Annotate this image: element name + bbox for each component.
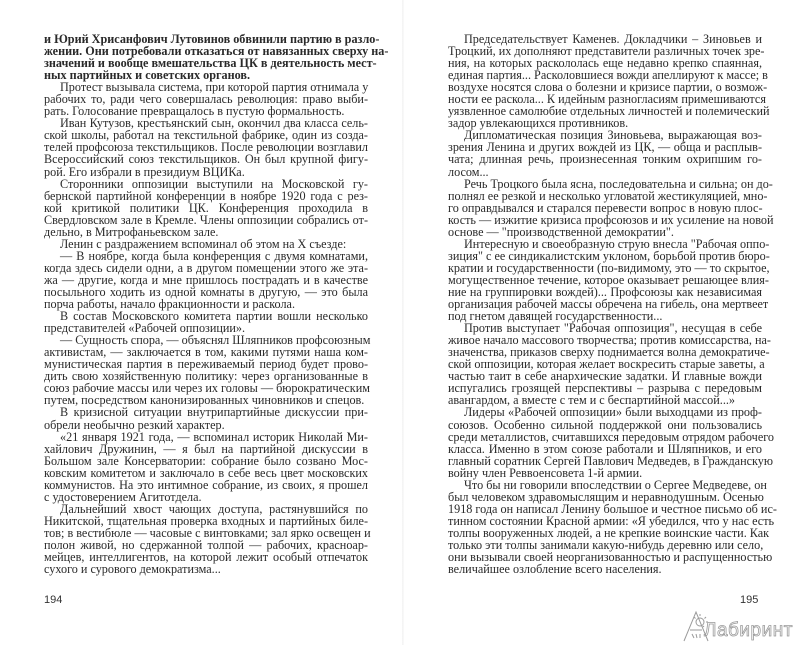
text-line: путем, посредством канонизированных чиновников и спецов. (44, 393, 365, 408)
text-line: хайлович Дружинин, — я был на партийной дискуссии в (44, 441, 368, 456)
text-line: союз рабочие массы или через их головы — бюрократическим (44, 381, 370, 396)
text-line: — В ноябре, когда была конференция с двумя комнатами, (60, 248, 368, 263)
text-line: Сторонники оппозиции выступили на Московской гу- (60, 176, 368, 191)
text-line: могущественное течение, которое оказывает решающее влия- (448, 272, 769, 287)
text-line: Что бы ни говорили впоследствии о Сергее Медведеве, он (464, 477, 767, 492)
text-line: кость — изжитие кризиса профсоюзов и их усиление на новой (448, 212, 774, 227)
text-line: Против выступает "Рабочая оппозиция", несущая в себе (464, 321, 762, 336)
text-line: величайшее озлобление всего населения. (448, 562, 662, 577)
text-line: полон живой, но сдержанной толпой — рабочих, красноар- (44, 537, 368, 552)
text-line: Большом зале Консерватории: собрание было созвано Мос- (44, 453, 368, 468)
text-line: был человеком здравомыслящим и неравнодушным. Осенью (448, 489, 764, 504)
text-line: кратии и государственности (по-видимому, это — то скрытое, (448, 260, 770, 275)
text-line: В состав Московского комитета партии вошли несколько (60, 309, 368, 324)
text-line: тинном состоянии Красной армии: «Я убедился, что у нас есть (448, 513, 775, 528)
right-page (400, 0, 800, 645)
text-line: ных партийных и советских органов. (44, 68, 251, 83)
text-line: телей профсоюза текстильщиков. После революции возглавил (44, 140, 368, 155)
text-line: Лидеры «Рабочей оппозиции» были выходцами из проф- (464, 405, 762, 420)
page-number-right: 195 (740, 594, 759, 606)
text-line: союзов. Особенно сильной поддержкой они пользовались (448, 417, 762, 432)
text-line: значений и вообще вмешательства ЦК в деятельность мест- (44, 56, 377, 71)
text-line: мунистическая партия в переживаемый период будет прово- (44, 357, 368, 372)
text-line: сухого и сурового демократизма... (44, 562, 221, 577)
text-line: рать. Голосование превращалось в пустую формальность. (44, 104, 345, 119)
text-line: рой. Его избрали в президиум ВЦИКа. (44, 164, 245, 179)
text-line: главный соратник Сергей Павлович Медведев, в Гражданскую (448, 453, 773, 468)
watermark-text: Лабиринт (704, 620, 793, 641)
text-line: коммунистов. На это интимное собрание, из своих, я прошел (44, 477, 368, 492)
text-line: только эти толпы занимали какую-нибудь деревню или село, (448, 537, 764, 552)
text-line: ности ее раскола... К идейным разногласиям примешиваются (448, 92, 766, 107)
text-line: Протест вызывала система, при которой партия отнимала у (60, 80, 369, 95)
text-line: с удостоверением Агитотдела. (44, 489, 202, 504)
text-line: дельно, в Митрофаньевском зале. (44, 224, 219, 239)
text-line: Дальнейший хвост чающих доступа, растянувшийся по (60, 501, 368, 516)
text-line: мейцев, интеллигентов, на которой лежит особый отпечаток (44, 550, 368, 565)
text-line: ковским комитетом и заключало в себе весь цвет московских (44, 465, 368, 480)
text-line: класса. Именно в этом союзе работали и Шляпников, и его (448, 441, 762, 456)
text-line: Ленин с раздражением вспоминал об этом на X съезде: (60, 236, 347, 251)
text-line: «21 января 1921 года, — вспоминал историк Николай Ми- (60, 429, 368, 444)
text-line: рабочих то, ради чего совершалась революция: право выби- (44, 92, 368, 107)
text-line: — Сущность спора, — объяснял Шляпников профсоюзным (60, 333, 371, 348)
text-line: лосом... (448, 164, 489, 179)
text-line: испугались грозящей перспективы – разрыва с передовым (448, 381, 762, 396)
text-line: задор увлекающихся противников. (448, 116, 629, 131)
text-line: тов; в вестибюле — часовые с винтовками; зал ярко освещен и (44, 525, 371, 540)
text-line: жении. Они потребовали отказаться от навязанных сверху на- (44, 44, 389, 59)
text-line: уязвленное самолюбие отдельных личностей и полемический (448, 104, 770, 119)
text-line: Речь Троцкого была ясна, последовательна и сильна; он до- (464, 176, 773, 191)
left-page-text (44, 32, 389, 577)
text-line: ской оппозиции, которая желает воскресить старые заветы, а (448, 357, 765, 372)
text-line: толпы вооруженных людей, а не крепкие воинские части. Как (448, 525, 770, 540)
labirint-watermark (682, 608, 798, 642)
text-line: войну член Реввоенсовета 1-й армии. (448, 465, 643, 480)
text-line: среди металлистов, считавшихся передовым отрядом рабочего (448, 429, 775, 444)
text-line: значенства, приказов сверху поднимается волна демократиче- (448, 345, 770, 360)
text-line: живое начало массового творчества; против комиссарства, на- (448, 333, 771, 348)
text-line: го оправдывался и старался перевести вопрос в новую плос- (448, 200, 763, 215)
text-line: зиция" с ее синдикалистским уклоном, борьбой против бюро- (448, 248, 770, 263)
text-line: 1918 года он написал Ленину большое и честное письмо об ис- (448, 501, 777, 516)
text-line: Дипломатическая позиция Зиновьева, выражающая воз- (464, 128, 762, 143)
text-line: Всероссийский союз текстильщиков. Он был крупной фигу- (44, 152, 368, 167)
text-line: жа — другие, когда и мне пришлось пострадать и в качестве (44, 272, 368, 287)
text-line: частью таит в себе анархические задатки. И главные вожди (448, 369, 762, 384)
text-line: ской школы, работал на текстильной фабрике, один из созда- (44, 128, 368, 143)
text-line: когда здесь сидели одни, а в другом помещении этого же эта- (44, 260, 368, 275)
text-line: организация рабочей массы обречена на гибель, она мертвеет (448, 297, 769, 312)
text-line: В кризисной ситуации внутрипартийные дискуссии при- (60, 405, 368, 420)
text-line: Председательствует Каменев. Докладчики – Зиновьев и (464, 32, 762, 46)
text-line: чата; длинная речь, произнесенная тонким охрипшим го- (448, 152, 762, 167)
text-line: под гнетом давящей государственности... (448, 309, 663, 324)
text-line: обрели необычно резкий характер. (44, 417, 225, 432)
text-line: ния, на которых раскололась еще недавно крепко спаянная, (448, 56, 762, 71)
text-line: Троцкий, их дополняют представители различных точек зре- (448, 44, 765, 59)
text-line: порча работы, начало фракционности и раскола. (44, 297, 296, 312)
text-line: Иван Кутузов, крестьянский сын, окончил два класса сель- (60, 116, 368, 131)
right-page-text (448, 32, 777, 577)
text-line: единая партия... Расколовшиеся вожди апеллируют к массе; в (448, 68, 768, 83)
text-line: активистам, — заключается в том, какими путями наша ком- (44, 345, 368, 360)
text-line: дить свою хозяйственную политику: через организованные в (44, 369, 368, 384)
page-number-left: 194 (44, 594, 63, 606)
text-line: Интересную и своеобразную струю внесла "Рабочая оппо- (464, 236, 770, 251)
text-line: представителей «Рабочей оппозиции». (44, 321, 246, 336)
text-line: они вызывали своей неорганизованностью и распущенностью (448, 550, 773, 565)
text-line: бернской партийной конференции в ноябре 1920 года с рез- (44, 188, 368, 203)
text-line: основе — "производственной демократии". (448, 224, 674, 239)
text-line: Никитской, тщательная проверка входных и партийных биле- (44, 513, 368, 528)
text-line: воздухе носятся слова о болезни и кризисе партии, о возмож- (448, 80, 768, 95)
text-line: авангардом, а вместе с тем и с беспартийной массой...» (448, 393, 736, 408)
text-line: зрения Ленина и других вождей из ЦК, — обща и расплыв- (448, 140, 762, 155)
text-line: ние на группировки вождей)... Профсоюзы как независимая (448, 284, 762, 299)
text-line: кой критикой политики ЦК. Конференция проходила в (44, 200, 368, 215)
text-line: и Юрий Хрисанфович Лутовинов обвинили партию в разло- (44, 32, 380, 46)
text-line: полнял ее резкой и несколько угловатой жестикуляцией, мно- (448, 188, 768, 203)
text-line: Свердловском зале в Кремле. Члены оппозиции собрались от- (44, 212, 368, 227)
text-line: посыльного ходить из одной комнаты в другую, — это была (44, 284, 368, 299)
